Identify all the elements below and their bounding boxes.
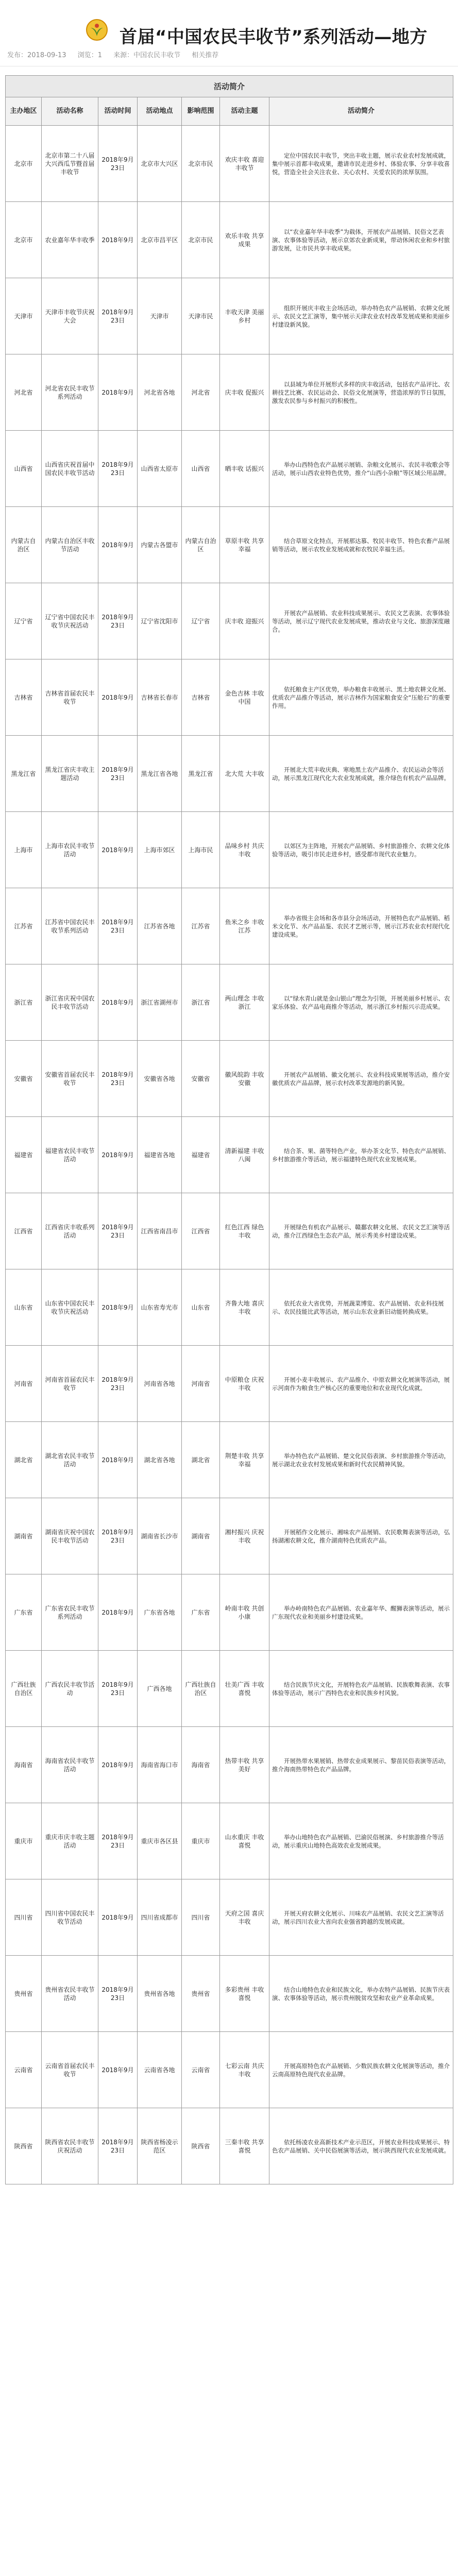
event-time-cell: 2018年9月23日	[98, 278, 138, 354]
description-cell	[269, 126, 453, 202]
theme-cell: 岭南丰收 共创小康	[220, 1574, 269, 1651]
event-location-cell: 贵州省各地	[138, 1956, 182, 2032]
event-location-cell: 湖北省各地	[138, 1422, 182, 1498]
description-text: 依托粮食主产区优势，举办粮食丰收展示、黑土地农耕文化展、优质农产品推介等活动，展示吉林作为国家粮食安全“压舱石”的重要作用。	[272, 685, 450, 709]
event-name-cell: 山东省中国农民丰收节庆祝活动	[42, 1269, 98, 1346]
table-row	[6, 1269, 453, 1346]
description-cell	[269, 1498, 453, 1574]
description-cell	[269, 1117, 453, 1193]
column-header: 活动主题	[220, 97, 269, 126]
theme-cell: 北大荒 大丰收	[220, 736, 269, 812]
organizer-cell: 广东省	[6, 1574, 42, 1651]
theme-cell: 天府之国 喜庆丰收	[220, 1879, 269, 1956]
scope-cell: 辽宁省	[182, 583, 220, 659]
event-name-cell: 江苏省中国农民丰收节系列活动	[42, 888, 98, 964]
scope-cell: 江西省	[182, 1193, 220, 1269]
event-name-cell: 北京市第二十八届大兴西瓜节暨首届丰收节	[42, 126, 98, 202]
event-name-cell: 山西省庆祝首届中国农民丰收节活动	[42, 431, 98, 507]
description-text: 举办省级主会场和各市县分会场活动，开展特色农产品展销、稻米文化节、水产品品鉴、农民才艺展示等，展示江苏农业农村现代化建设成果。	[272, 914, 450, 938]
event-location-cell: 北京市昌平区	[138, 202, 182, 278]
theme-cell: 湘村振兴 庆祝丰收	[220, 1498, 269, 1574]
event-location-cell: 广西各地	[138, 1651, 182, 1727]
description-text: 开展农产品展销、农业科技成果展示、农民文艺表演、农事体验等活动，展示辽宁现代农业发展成果，推动农业与文化、旅游深度融合。	[272, 609, 450, 633]
scope-cell: 上海市民	[182, 812, 220, 888]
event-location-cell: 广东省各地	[138, 1574, 182, 1651]
event-name-cell: 四川省中国农民丰收节活动	[42, 1879, 98, 1956]
event-location-cell: 海南省海口市	[138, 1727, 182, 1803]
description-cell	[269, 812, 453, 888]
event-location-cell: 重庆市各区县	[138, 1803, 182, 1879]
description-text: 依托农业大省优势，开展蔬菜博览、农产品展销、农业科技展示、农民技能比武等活动，展示山东农业新旧动能转换成果。	[272, 1299, 444, 1315]
organizer-cell: 吉林省	[6, 659, 42, 736]
event-time-cell: 2018年9月	[98, 1117, 138, 1193]
event-time-cell: 2018年9月	[98, 964, 138, 1041]
event-time-cell: 2018年9月	[98, 2032, 138, 2108]
organizer-cell: 山东省	[6, 1269, 42, 1346]
description-cell	[269, 1574, 453, 1651]
description-text: 开展小麦丰收展示、农产品推介、中原农耕文化展演等活动，展示河南作为粮食生产核心区的重要地位和农业现代化成就。	[272, 1376, 450, 1392]
table-row	[6, 1879, 453, 1956]
table-row	[6, 278, 453, 354]
event-time-cell: 2018年9月23日	[98, 1193, 138, 1269]
event-time-cell: 2018年9月23日	[98, 736, 138, 812]
organizer-cell: 福建省	[6, 1117, 42, 1193]
event-time-cell: 2018年9月23日	[98, 2108, 138, 2184]
event-name-cell: 黑龙江省庆丰收主题活动	[42, 736, 98, 812]
event-location-cell: 内蒙古各盟市	[138, 507, 182, 583]
description-cell	[269, 278, 453, 354]
event-location-cell: 山东省寿光市	[138, 1269, 182, 1346]
table-row	[6, 1498, 453, 1574]
table-row	[6, 1193, 453, 1269]
source-label: 来源：中国农民丰收节	[113, 52, 181, 59]
description-cell	[269, 736, 453, 812]
column-header: 活动名称	[42, 97, 98, 126]
table-row	[6, 2108, 453, 2184]
table-row	[6, 1346, 453, 1422]
scope-cell: 浙江省	[182, 964, 220, 1041]
description-cell	[269, 2108, 453, 2184]
organizer-cell: 江西省	[6, 1193, 42, 1269]
theme-cell: 七彩云南 共庆丰收	[220, 2032, 269, 2108]
theme-cell: 中原粮仓 庆祝丰收	[220, 1346, 269, 1422]
event-time-cell: 2018年9月	[98, 1574, 138, 1651]
description-text: 以郊区为主阵地，开展农产品展销、乡村旅游推介、农耕文化体验等活动，吸引市民走进乡村，感受都市现代农业魅力。	[272, 842, 450, 858]
event-location-cell: 吉林省长春市	[138, 659, 182, 736]
event-time-cell: 2018年9月23日	[98, 126, 138, 202]
event-location-cell: 安徽省各地	[138, 1041, 182, 1117]
event-time-cell: 2018年9月23日	[98, 1346, 138, 1422]
event-time-cell: 2018年9月23日	[98, 1956, 138, 2032]
event-location-cell: 上海市郊区	[138, 812, 182, 888]
description-cell	[269, 354, 453, 431]
organizer-cell: 上海市	[6, 812, 42, 888]
description-cell	[269, 1879, 453, 1956]
theme-cell: 草原丰收 共享幸福	[220, 507, 269, 583]
scope-cell: 内蒙古自治区	[182, 507, 220, 583]
event-location-cell: 天津市	[138, 278, 182, 354]
event-name-cell: 云南省首届农民丰收节	[42, 2032, 98, 2108]
description-cell	[269, 1041, 453, 1117]
event-time-cell: 2018年9月23日	[98, 1803, 138, 1879]
table-row	[6, 1956, 453, 2032]
description-cell	[269, 1727, 453, 1803]
event-time-cell: 2018年9月	[98, 1879, 138, 1956]
description-text: 举办特色农产品展销、楚文化民俗表演、乡村旅游推介等活动，展示湖北农业农村发展成果和新时代农民精神风貌。	[272, 1452, 450, 1468]
organizer-cell: 广西壮族自治区	[6, 1651, 42, 1727]
theme-cell: 晒丰收 话振兴	[220, 431, 269, 507]
event-time-cell: 2018年9月	[98, 1269, 138, 1346]
scope-cell: 安徽省	[182, 1041, 220, 1117]
table-row	[6, 2032, 453, 2108]
table-row	[6, 583, 453, 659]
article-header	[0, 0, 458, 72]
event-name-cell: 天津市丰收节庆祝大会	[42, 278, 98, 354]
description-cell	[269, 507, 453, 583]
event-name-cell: 广东省农民丰收节系列活动	[42, 1574, 98, 1651]
scope-cell: 江苏省	[182, 888, 220, 964]
description-text: 以“绿水青山就是金山银山”理念为引领，开展美丽乡村展示、农家乐体验、农产品电商推介等活动，展示浙江乡村振兴示范成果。	[272, 994, 450, 1010]
event-time-cell: 2018年9月	[98, 659, 138, 736]
scope-cell: 广西壮族自治区	[182, 1651, 220, 1727]
event-name-cell: 贵州省农民丰收节活动	[42, 1956, 98, 2032]
organizer-cell: 湖北省	[6, 1422, 42, 1498]
event-location-cell: 河南省各地	[138, 1346, 182, 1422]
theme-cell: 品味乡村 共庆丰收	[220, 812, 269, 888]
theme-cell: 欢庆丰收 喜迎丰收节	[220, 126, 269, 202]
table-row	[6, 659, 453, 736]
event-name-cell: 河南省首届农民丰收节	[42, 1346, 98, 1422]
description-text: 组织开展庆丰收主会场活动，举办特色农产品展销、农耕文化展示、农民文艺汇演等，集中展示天津农业农村改革发展成果和美丽乡村建设新风貌。	[272, 304, 450, 328]
description-text: 依托杨凌农业高新技术产业示范区，开展农业科技成果展示、特色农产品展销、关中民俗展演等活动，展示陕西现代农业发展成就。	[272, 2138, 450, 2154]
event-name-cell: 内蒙古自治区丰收节活动	[42, 507, 98, 583]
scope-cell: 陕西省	[182, 2108, 220, 2184]
event-name-cell: 河北省农民丰收节系列活动	[42, 354, 98, 431]
theme-cell: 清新福建 丰收八闽	[220, 1117, 269, 1193]
event-name-cell: 安徽省首届农民丰收节	[42, 1041, 98, 1117]
table-row	[6, 507, 453, 583]
scope-cell: 贵州省	[182, 1956, 220, 2032]
organizer-cell: 山西省	[6, 431, 42, 507]
organizer-cell: 北京市	[6, 202, 42, 278]
theme-cell: 热带丰收 共享美好	[220, 1727, 269, 1803]
description-text: 结合山地特色农业和民族文化，举办农特产品展销、民族节庆表演、农事体验等活动，展示贵州脱贫攻坚和农业产业革命成果。	[272, 1986, 450, 2002]
table-row	[6, 736, 453, 812]
table-row	[6, 1574, 453, 1651]
description-cell	[269, 202, 453, 278]
description-text: 举办山西特色农产品展示展销、杂粮文化展示、农民丰收歌会等活动，展示山西农业特色优势，推介“山西小杂粮”等区域公用品牌。	[272, 461, 450, 477]
event-location-cell: 湖南省长沙市	[138, 1498, 182, 1574]
events-table-wrapper	[5, 75, 453, 2184]
description-text: 开展热带水果展销、热带农业成果展示、黎苗民俗表演等活动，推介海南热带特色农产品品牌。	[272, 1757, 450, 1773]
description-text: 以“农业嘉年华丰收季”为载体，开展农产品展销、民俗文艺表演、农事体验等活动，展示京郊农业新成果，带动休闲农业和乡村旅游发展，让市民共享丰收成果。	[272, 228, 450, 252]
event-time-cell: 2018年9月	[98, 202, 138, 278]
scope-cell: 广东省	[182, 1574, 220, 1651]
scope-cell: 福建省	[182, 1117, 220, 1193]
theme-cell: 齐鲁大地 喜庆丰收	[220, 1269, 269, 1346]
description-cell	[269, 659, 453, 736]
organizer-cell: 四川省	[6, 1879, 42, 1956]
publish-date: 发布：2018-09-13	[7, 52, 66, 59]
organizer-cell: 河南省	[6, 1346, 42, 1422]
column-header: 活动地点	[138, 97, 182, 126]
organizer-cell: 云南省	[6, 2032, 42, 2108]
description-text: 定位中国农民丰收节，突出丰收主题，展示农业农村发展成就，集中展示首都丰收成果，邀请市民走进乡村、体验农事、分享丰收喜悦，营造全社会关注农业、关心农村、关爱农民的浓厚氛围。	[272, 151, 450, 176]
view-count: 浏览：1	[77, 52, 102, 59]
table-row	[6, 1422, 453, 1498]
event-location-cell: 黑龙江省各地	[138, 736, 182, 812]
theme-cell: 庆丰收 迎振兴	[220, 583, 269, 659]
organizer-cell: 浙江省	[6, 964, 42, 1041]
organizer-cell: 安徽省	[6, 1041, 42, 1117]
page-title: 首届“中国农民丰收节”系列活动—地方	[120, 27, 428, 47]
scope-cell: 湖南省	[182, 1498, 220, 1574]
event-location-cell: 河北省各地	[138, 354, 182, 431]
event-time-cell: 2018年9月23日	[98, 1651, 138, 1727]
theme-cell: 庆丰收 促振兴	[220, 354, 269, 431]
event-name-cell: 吉林省首届农民丰收节	[42, 659, 98, 736]
event-location-cell: 四川省成都市	[138, 1879, 182, 1956]
theme-cell: 山水重庆 丰收喜悦	[220, 1803, 269, 1879]
description-text: 结合民族节庆文化，开展特色农产品展销、民族歌舞表演、农事体验等活动，展示广西特色农业和民族乡村风貌。	[272, 1681, 450, 1697]
organizer-cell: 天津市	[6, 278, 42, 354]
table-row	[6, 1727, 453, 1803]
event-name-cell: 海南省农民丰收节活动	[42, 1727, 98, 1803]
scope-cell: 河北省	[182, 354, 220, 431]
event-time-cell: 2018年9月	[98, 812, 138, 888]
theme-cell: 多彩贵州 丰收喜悦	[220, 1956, 269, 2032]
description-text: 结合茶、果、菌等特色产业，举办茶文化节、特色农产品展销、乡村旅游推介等活动，展示福建特色现代农业发展成果。	[272, 1147, 450, 1163]
event-location-cell: 浙江省湖州市	[138, 964, 182, 1041]
description-cell	[269, 431, 453, 507]
description-cell	[269, 1269, 453, 1346]
column-header: 影响范围	[182, 97, 220, 126]
description-text: 举办岭南特色农产品展销、农业嘉年华、醒狮表演等活动，展示广东现代农业和美丽乡村建设成果。	[272, 1604, 450, 1620]
event-name-cell: 陕西省农民丰收节庆祝活动	[42, 2108, 98, 2184]
organizer-cell: 河北省	[6, 354, 42, 431]
description-cell	[269, 2032, 453, 2108]
scope-cell: 四川省	[182, 1879, 220, 1956]
organizer-cell: 内蒙古自治区	[6, 507, 42, 583]
description-text: 开展北大荒丰收庆典、寒地黑土农产品推介、农民运动会等活动，展示黑龙江现代化大农业发展成就，推介绿色有机农产品品牌。	[272, 766, 450, 782]
event-name-cell: 农业嘉年华丰收季	[42, 202, 98, 278]
organizer-cell: 黑龙江省	[6, 736, 42, 812]
description-cell	[269, 1422, 453, 1498]
event-name-cell: 广西农民丰收节活动	[42, 1651, 98, 1727]
description-cell	[269, 583, 453, 659]
description-text: 开展高原特色农产品展销、少数民族农耕文化展演等活动，推介云南高原特色现代农业品牌。	[272, 2062, 450, 2078]
table-row	[6, 1803, 453, 1879]
table-row	[6, 964, 453, 1041]
event-time-cell: 2018年9月23日	[98, 431, 138, 507]
event-time-cell: 2018年9月23日	[98, 583, 138, 659]
event-time-cell: 2018年9月	[98, 507, 138, 583]
organizer-cell: 辽宁省	[6, 583, 42, 659]
event-location-cell: 福建省各地	[138, 1117, 182, 1193]
description-cell	[269, 1803, 453, 1879]
article-meta	[7, 49, 228, 59]
description-cell	[269, 1651, 453, 1727]
event-time-cell: 2018年9月	[98, 1727, 138, 1803]
scope-cell: 湖北省	[182, 1422, 220, 1498]
event-location-cell: 山西省太原市	[138, 431, 182, 507]
table-row	[6, 1117, 453, 1193]
description-cell	[269, 888, 453, 964]
theme-cell: 欢乐丰收 共享成果	[220, 202, 269, 278]
event-name-cell: 浙江省庆祝中国农民丰收节活动	[42, 964, 98, 1041]
scope-cell: 北京市民	[182, 126, 220, 202]
theme-cell: 两山理念 丰收浙江	[220, 964, 269, 1041]
description-cell	[269, 1346, 453, 1422]
organizer-cell: 贵州省	[6, 1956, 42, 2032]
events-table	[5, 97, 453, 2184]
description-text: 以县域为单位开展形式多样的庆丰收活动，包括农产品评比、农耕技艺比赛、农民运动会、民俗文化展演等，营造浓厚的节日氛围，激发农民参与乡村振兴的积极性。	[272, 380, 450, 404]
scope-cell: 北京市民	[182, 202, 220, 278]
event-time-cell: 2018年9月23日	[98, 1498, 138, 1574]
organizer-cell: 江苏省	[6, 888, 42, 964]
table-row	[6, 1041, 453, 1117]
event-time-cell: 2018年9月	[98, 354, 138, 431]
scope-cell: 吉林省	[182, 659, 220, 736]
table-row	[6, 431, 453, 507]
event-time-cell: 2018年9月	[98, 1422, 138, 1498]
event-location-cell: 江苏省各地	[138, 888, 182, 964]
event-time-cell: 2018年9月23日	[98, 888, 138, 964]
scope-cell: 海南省	[182, 1727, 220, 1803]
column-header: 主办地区	[6, 97, 42, 126]
table-caption: 活动简介	[5, 75, 453, 97]
event-location-cell: 陕西省杨凌示范区	[138, 2108, 182, 2184]
table-body	[6, 126, 453, 2184]
organizer-cell: 重庆市	[6, 1803, 42, 1879]
description-text: 举办山地特色农产品展销、巴渝民俗展演、乡村旅游推介等活动，展示重庆山地特色高效农业发展成果。	[272, 1833, 444, 1849]
event-name-cell: 辽宁省中国农民丰收节庆祝活动	[42, 583, 98, 659]
description-text: 结合草原文化特点，开展那达慕、牧民丰收节、特色农畜产品展销等活动，展示农牧业发展成就和农牧民幸福生活。	[272, 537, 450, 553]
event-name-cell: 福建省农民丰收节活动	[42, 1117, 98, 1193]
description-cell	[269, 1956, 453, 2032]
description-text: 开展天府农耕文化展示、川味农产品展销、农民文艺汇演等活动，展示四川农业大省向农业强省跨越的发展成就。	[272, 1909, 444, 1925]
organizer-cell: 陕西省	[6, 2108, 42, 2184]
theme-cell: 徽风皖韵 丰收安徽	[220, 1041, 269, 1117]
event-location-cell: 江西省南昌市	[138, 1193, 182, 1269]
scope-cell: 黑龙江省	[182, 736, 220, 812]
theme-cell: 鱼米之乡 丰收江苏	[220, 888, 269, 964]
table-row	[6, 354, 453, 431]
theme-cell: 红色江西 绿色丰收	[220, 1193, 269, 1269]
table-row	[6, 888, 453, 964]
table-row	[6, 812, 453, 888]
column-header: 活动时间	[98, 97, 138, 126]
farm-festival-logo-icon	[86, 19, 108, 41]
scope-cell: 云南省	[182, 2032, 220, 2108]
event-location-cell: 辽宁省沈阳市	[138, 583, 182, 659]
description-text: 开展农产品展销、徽文化展示、农业科技成果展等活动，推介安徽优质农产品品牌，展示农村改革发源地的新风貌。	[272, 1071, 450, 1087]
scope-cell: 山西省	[182, 431, 220, 507]
organizer-cell: 海南省	[6, 1727, 42, 1803]
scope-cell: 河南省	[182, 1346, 220, 1422]
description-cell	[269, 964, 453, 1041]
scope-cell: 天津市民	[182, 278, 220, 354]
table-row	[6, 1651, 453, 1727]
theme-cell: 三秦丰收 共享喜悦	[220, 2108, 269, 2184]
event-location-cell: 北京市大兴区	[138, 126, 182, 202]
organizer-cell: 湖南省	[6, 1498, 42, 1574]
event-name-cell: 湖北省农民丰收节活动	[42, 1422, 98, 1498]
theme-cell: 金色吉林 丰收中国	[220, 659, 269, 736]
scope-cell: 重庆市	[182, 1803, 220, 1879]
scope-cell: 山东省	[182, 1269, 220, 1346]
theme-cell: 壮美广西 丰收喜悦	[220, 1651, 269, 1727]
event-time-cell: 2018年9月23日	[98, 1041, 138, 1117]
table-header-row	[6, 97, 453, 126]
organizer-cell: 北京市	[6, 126, 42, 202]
theme-cell: 荆楚丰收 共享幸福	[220, 1422, 269, 1498]
event-name-cell: 上海市农民丰收节活动	[42, 812, 98, 888]
event-name-cell: 重庆市庆丰收主题活动	[42, 1803, 98, 1879]
description-text: 开展稻作文化展示、湘味农产品展销、农民歌舞表演等活动，弘扬湖湘农耕文化，推介湖南特色优质农产品。	[272, 1528, 450, 1544]
column-header: 活动简介	[269, 97, 453, 126]
description-text: 开展绿色有机农产品展示、赣鄱农耕文化展、农民文艺汇演等活动，推介江西绿色生态农产品，展示秀美乡村建设成果。	[272, 1223, 450, 1239]
event-location-cell: 云南省各地	[138, 2032, 182, 2108]
table-row	[6, 202, 453, 278]
related-link[interactable]: 相关推荐	[192, 52, 219, 59]
description-cell	[269, 1193, 453, 1269]
theme-cell: 丰收天津 美丽乡村	[220, 278, 269, 354]
event-name-cell: 江西省庆丰收系列活动	[42, 1193, 98, 1269]
event-name-cell: 湖南省庆祝中国农民丰收节活动	[42, 1498, 98, 1574]
table-row	[6, 126, 453, 202]
